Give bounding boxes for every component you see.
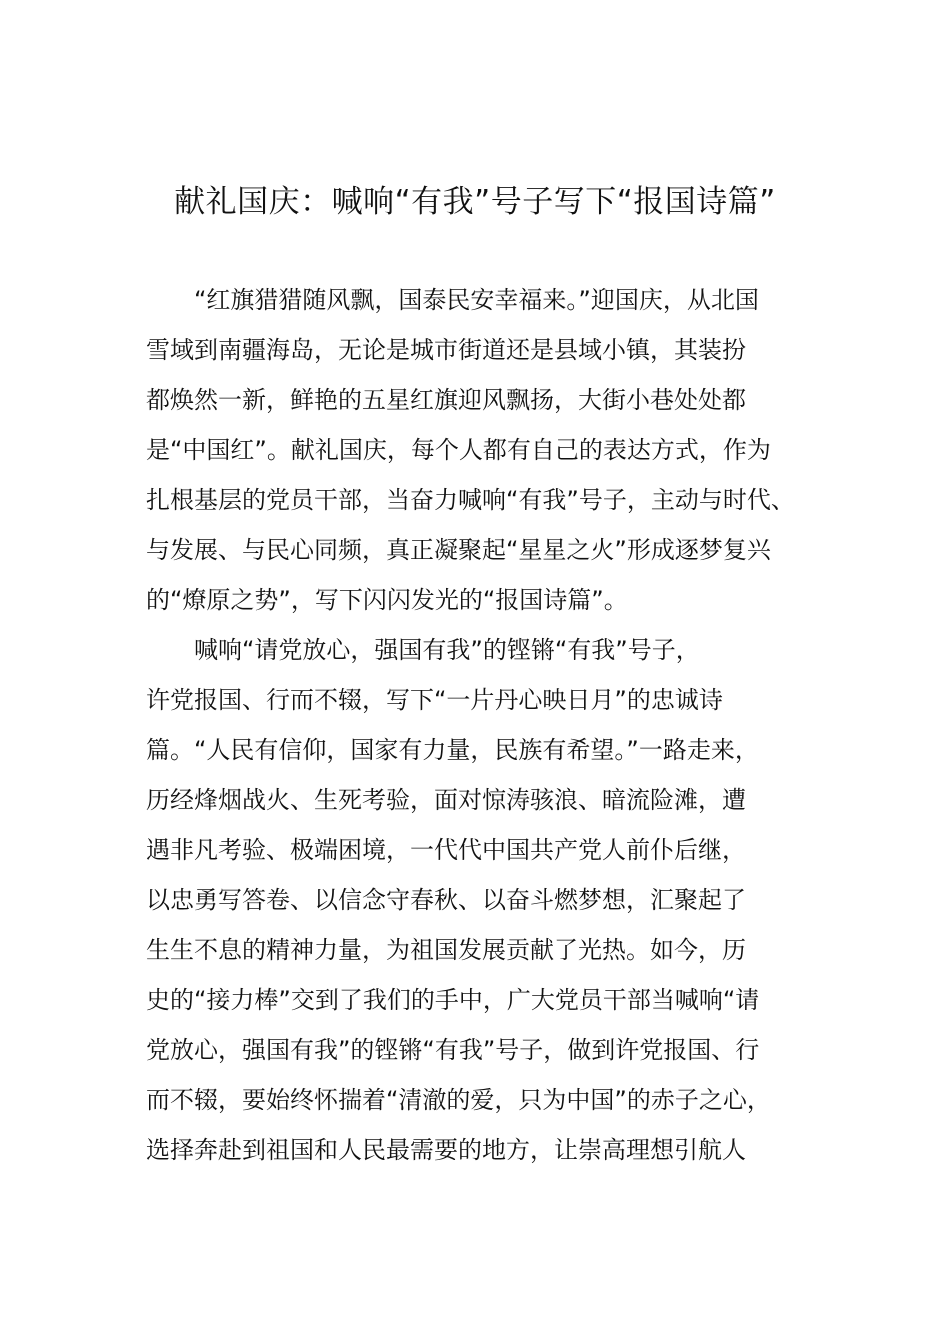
document-title: 献礼国庆：喊响“有我”号子写下“报国诗篇” (174, 184, 776, 220)
paragraph-1-line-5: 扎根基层的党员干部，当奋力喊响“有我”号子，主动与时代、 (146, 486, 795, 514)
paragraph-2-line-9: 党放心，强国有我”的铿锵“有我”号子，做到许党报国、行 (146, 1036, 760, 1064)
paragraph-1-line-1: “红旗猎猎随风飘，国泰民安幸福来。”迎国庆，从北国 (194, 286, 759, 314)
paragraph-2-line-11: 选择奔赴到祖国和人民最需要的地方，让崇高理想引航人 (146, 1136, 746, 1164)
paragraph-1-line-4: 是“中国红”。献礼国庆，每个人都有自己的表达方式，作为 (146, 436, 771, 464)
paragraph-2-line-5: 遇非凡考验、极端困境，一代代中国共产党人前仆后继， (146, 836, 746, 864)
paragraph-2-line-8: 史的“接力棒”交到了我们的手中，广大党员干部当喊响“请 (146, 986, 760, 1014)
paragraph-1-line-6: 与发展、与民心同频，真正凝聚起“星星之火”形成逐梦复兴 (146, 536, 771, 564)
paragraph-2-line-7: 生生不息的精神力量，为祖国发展贡献了光热。如今，历 (146, 936, 746, 964)
paragraph-2-line-2: 许党报国、行而不辍，写下“一片丹心映日月”的忠诚诗 (146, 686, 723, 714)
paragraph-2-line-10: 而不辍，要始终怀揣着“清澈的爱，只为中国”的赤子之心， (146, 1086, 771, 1114)
paragraph-1-line-7: 的“燎原之势”，写下闪闪发光的“报国诗篇”。 (146, 586, 628, 614)
paragraph-1-line-3: 都焕然一新，鲜艳的五星红旗迎风飘扬，大街小巷处处都 (146, 386, 746, 414)
paragraph-2-line-1: 喊响“请党放心，强国有我”的铿锵“有我”号子， (194, 636, 700, 664)
paragraph-2-line-4: 历经烽烟战火、生死考验，面对惊涛骇浪、暗流险滩，遭 (146, 786, 746, 814)
paragraph-2-line-3: 篇。“人民有信仰，国家有力量，民族有希望。”一路走来， (146, 736, 759, 764)
paragraph-1-line-2: 雪域到南疆海岛，无论是城市街道还是县域小镇，其装扮 (146, 336, 746, 364)
paragraph-2-line-6: 以忠勇写答卷、以信念守春秋、以奋斗燃梦想，汇聚起了 (146, 886, 746, 914)
